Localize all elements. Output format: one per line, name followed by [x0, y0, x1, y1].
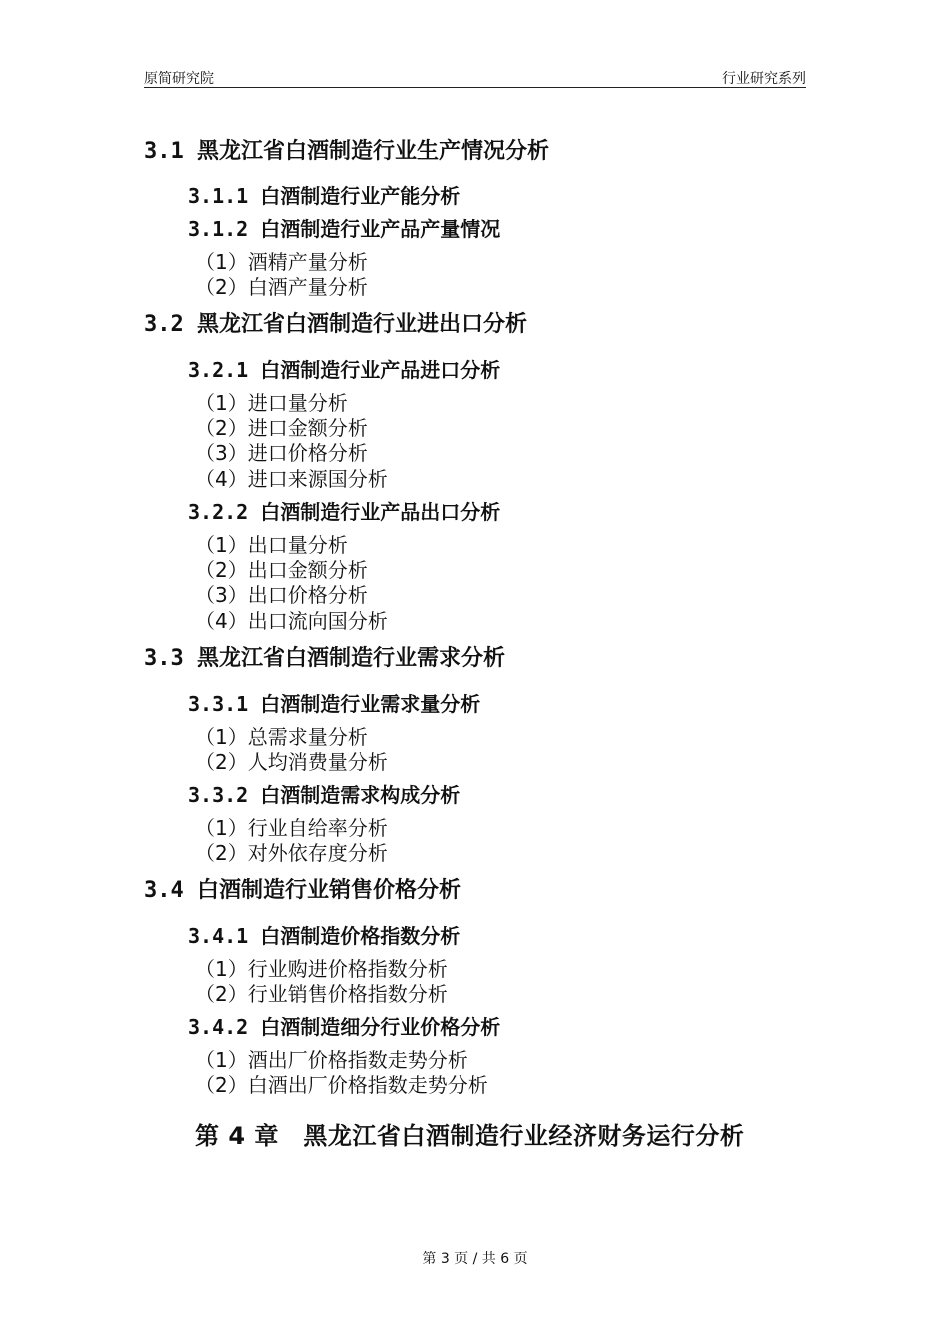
toc-item: （2）行业销售价格指数分析	[195, 982, 448, 1006]
toc-subsection: 3.1.1 白酒制造行业产能分析	[188, 184, 461, 208]
toc-item: （2）进口金额分析	[195, 416, 368, 440]
toc-item: （1）行业自给率分析	[195, 816, 388, 840]
toc-item: （3）出口价格分析	[195, 583, 368, 607]
toc-item: （1）进口量分析	[195, 391, 348, 415]
toc-item: （2）白酒产量分析	[195, 275, 368, 299]
toc-item: （2）人均消费量分析	[195, 750, 388, 774]
toc-item: （1）行业购进价格指数分析	[195, 957, 448, 981]
toc-item: （1）酒出厂价格指数走势分析	[195, 1048, 468, 1072]
toc-chapter: 第 4 章 黑龙江省白酒制造行业经济财务运行分析	[195, 1122, 745, 1150]
toc-subsection: 3.3.2 白酒制造需求构成分析	[188, 783, 461, 807]
toc-item: （3）进口价格分析	[195, 441, 368, 465]
toc-section: 3.1 黑龙江省白酒制造行业生产情况分析	[144, 139, 549, 164]
toc-section: 3.4 白酒制造行业销售价格分析	[144, 878, 461, 903]
toc-item: （2）对外依存度分析	[195, 841, 388, 865]
toc-section: 3.3 黑龙江省白酒制造行业需求分析	[144, 646, 505, 671]
toc-subsection: 3.2.2 白酒制造行业产品出口分析	[188, 500, 501, 524]
toc-subsection: 3.2.1 白酒制造行业产品进口分析	[188, 358, 501, 382]
toc-section: 3.2 黑龙江省白酒制造行业进出口分析	[144, 312, 527, 337]
toc-item: （4）出口流向国分析	[195, 609, 388, 633]
toc-subsection: 3.3.1 白酒制造行业需求量分析	[188, 692, 481, 716]
toc-item: （4）进口来源国分析	[195, 467, 388, 491]
toc-item: （2）出口金额分析	[195, 558, 368, 582]
page-header-right: 行业研究系列	[722, 71, 806, 87]
toc-subsection: 3.1.2 白酒制造行业产品产量情况	[188, 217, 501, 241]
toc-item: （2）白酒出厂价格指数走势分析	[195, 1073, 488, 1097]
header-rule	[144, 87, 806, 88]
page-footer: 第 3 页 / 共 6 页	[422, 1251, 528, 1267]
toc-item: （1）总需求量分析	[195, 725, 368, 749]
page-header-left: 原简研究院	[144, 71, 214, 87]
toc-subsection: 3.4.2 白酒制造细分行业价格分析	[188, 1015, 501, 1039]
toc-item: （1）酒精产量分析	[195, 250, 368, 274]
toc-subsection: 3.4.1 白酒制造价格指数分析	[188, 924, 461, 948]
toc-item: （1）出口量分析	[195, 533, 348, 557]
